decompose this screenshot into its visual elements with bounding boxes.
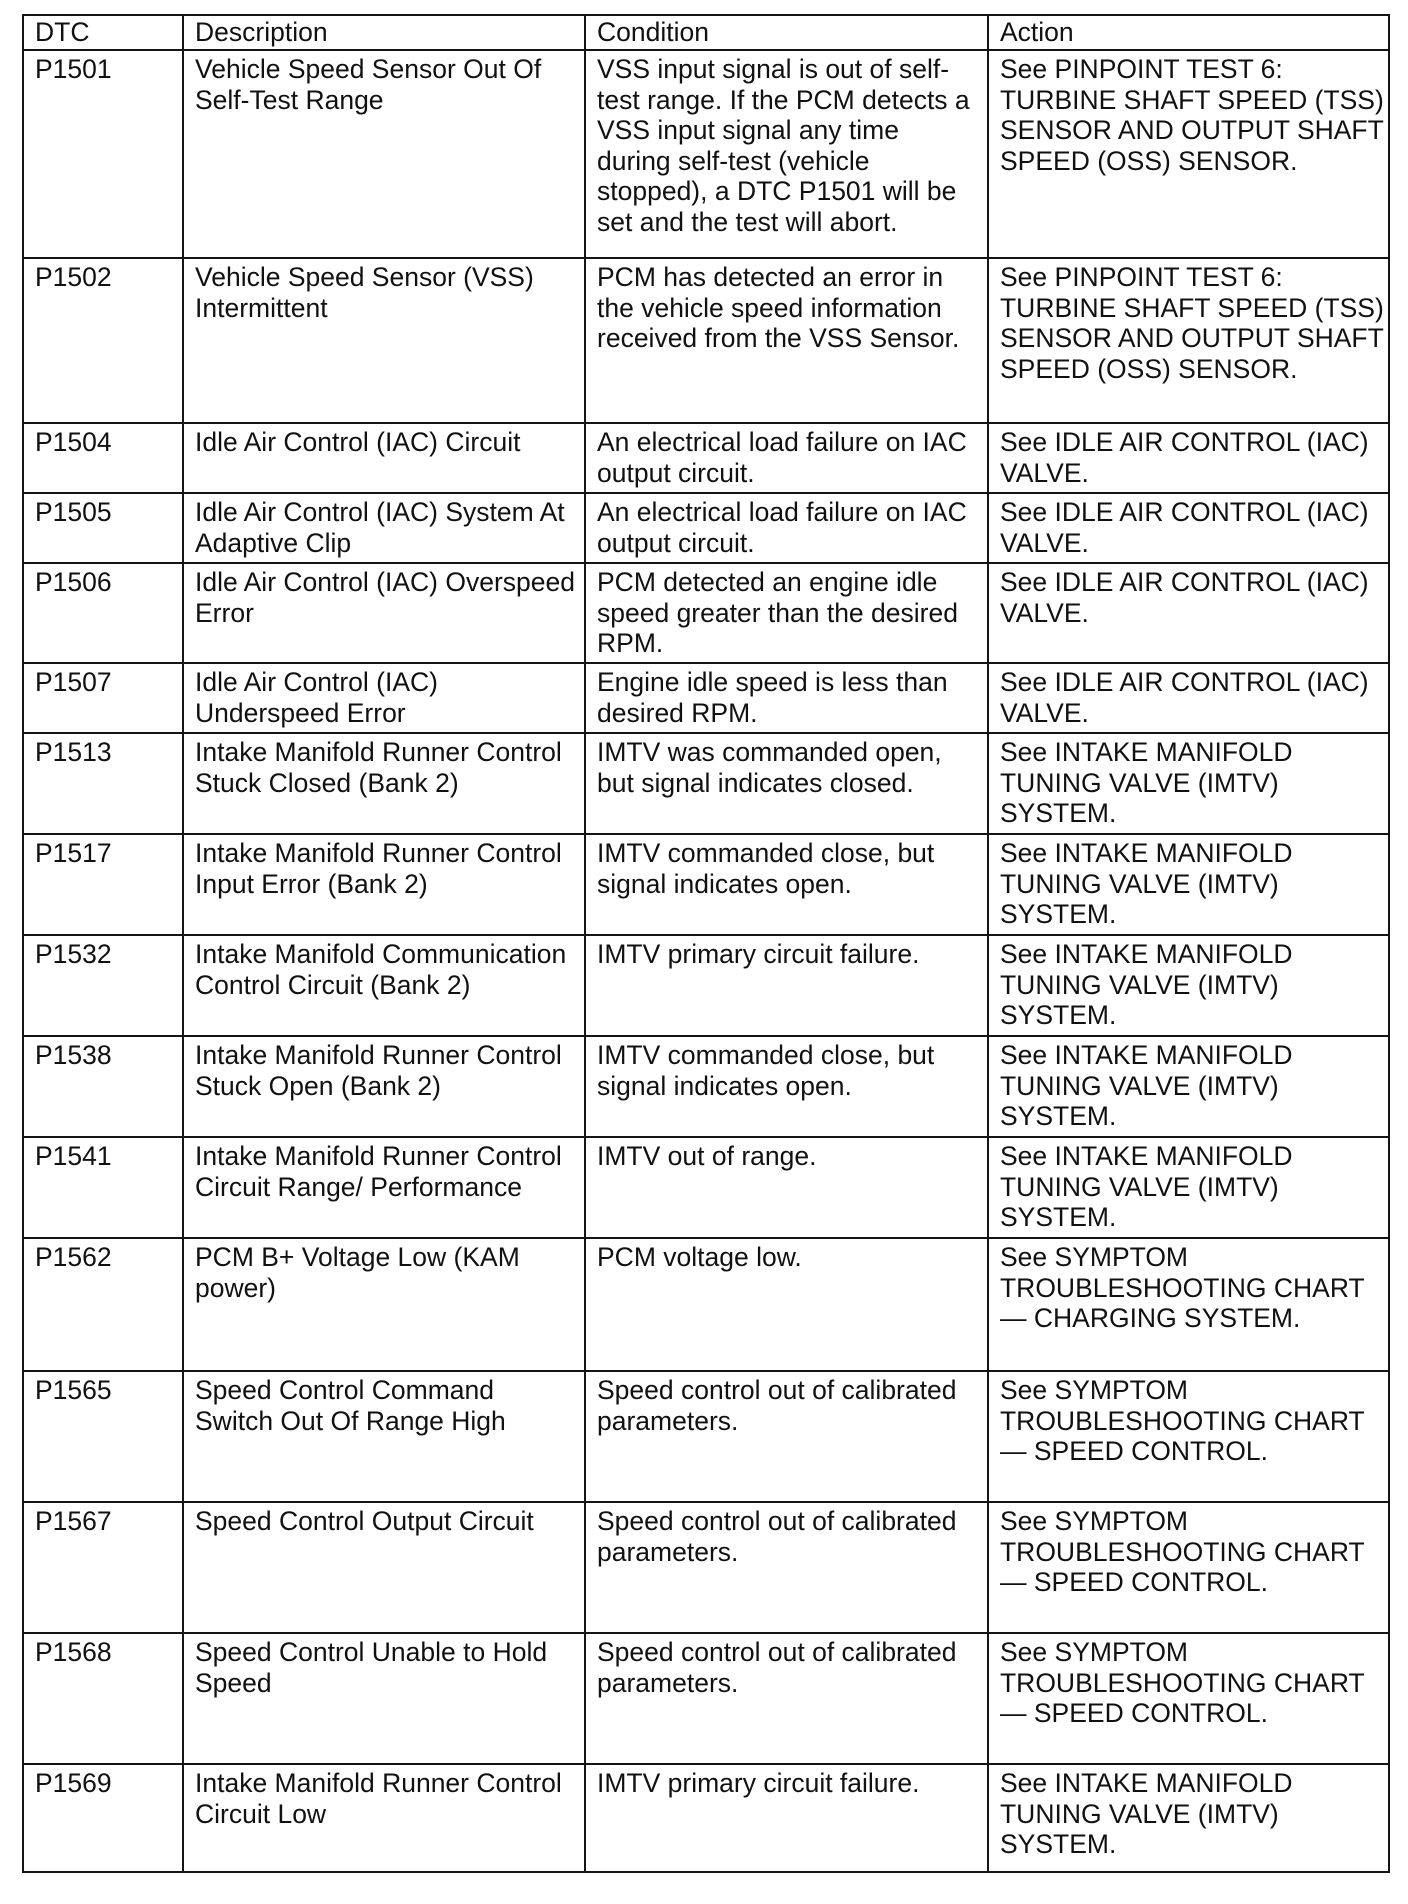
- table-row: [23, 563, 1389, 663]
- condition-cell: Speed control out of calibrated parameters.: [585, 1502, 988, 1633]
- description-cell: Intake Manifold Runner Control Circuit Range/ Performance: [183, 1137, 585, 1238]
- description-cell: Speed Control Command Switch Out Of Range High: [183, 1371, 585, 1502]
- description-cell: Idle Air Control (IAC) Underspeed Error: [183, 663, 585, 733]
- table-row: [23, 1238, 1389, 1371]
- table-row: [23, 1764, 1389, 1872]
- action-cell: See SYMPTOM TROUBLESHOOTING CHART — CHARGING SYSTEM.: [988, 1238, 1389, 1371]
- description-cell: Intake Manifold Communication Control Circuit (Bank 2): [183, 935, 585, 1036]
- description-cell: Vehicle Speed Sensor Out Of Self-Test Range: [183, 50, 585, 258]
- dtc-code-cell: P1538: [23, 1036, 183, 1137]
- condition-cell: An electrical load failure on IAC output circuit.: [585, 423, 988, 493]
- dtc-code-cell: P1502: [23, 258, 183, 423]
- condition-cell: IMTV was commanded open, but signal indicates closed.: [585, 733, 988, 834]
- dtc-table-page: [22, 14, 1388, 1873]
- description-cell: Idle Air Control (IAC) System At Adaptive Clip: [183, 493, 585, 563]
- condition-cell: IMTV primary circuit failure.: [585, 1764, 988, 1872]
- condition-cell: PCM detected an engine idle speed greater than the desired RPM.: [585, 563, 988, 663]
- action-cell: See INTAKE MANIFOLD TUNING VALVE (IMTV) SYSTEM.: [988, 1764, 1389, 1872]
- condition-cell: IMTV commanded close, but signal indicates open.: [585, 1036, 988, 1137]
- description-cell: Intake Manifold Runner Control Stuck Closed (Bank 2): [183, 733, 585, 834]
- action-cell: See IDLE AIR CONTROL (IAC) VALVE.: [988, 423, 1389, 493]
- action-cell: See PINPOINT TEST 6: TURBINE SHAFT SPEED (TSS) SENSOR AND OUTPUT SHAFT SPEED (OSS) SENSOR.: [988, 258, 1389, 423]
- action-cell: See SYMPTOM TROUBLESHOOTING CHART — SPEED CONTROL.: [988, 1502, 1389, 1633]
- action-cell: See INTAKE MANIFOLD TUNING VALVE (IMTV) SYSTEM.: [988, 1036, 1389, 1137]
- column-header-dtc: DTC: [23, 15, 183, 50]
- description-cell: Speed Control Output Circuit: [183, 1502, 585, 1633]
- dtc-code-cell: P1506: [23, 563, 183, 663]
- condition-cell: Engine idle speed is less than desired RPM.: [585, 663, 988, 733]
- dtc-code-cell: P1513: [23, 733, 183, 834]
- description-cell: Intake Manifold Runner Control Circuit Low: [183, 1764, 585, 1872]
- table-row: [23, 1633, 1389, 1764]
- table-row: [23, 733, 1389, 834]
- condition-cell: Speed control out of calibrated parameters.: [585, 1371, 988, 1502]
- dtc-code-cell: P1507: [23, 663, 183, 733]
- action-cell: See INTAKE MANIFOLD TUNING VALVE (IMTV) SYSTEM.: [988, 935, 1389, 1036]
- action-cell: See IDLE AIR CONTROL (IAC) VALVE.: [988, 493, 1389, 563]
- column-header-description: Description: [183, 15, 585, 50]
- dtc-code-cell: P1567: [23, 1502, 183, 1633]
- table-row: [23, 50, 1389, 258]
- description-cell: PCM B+ Voltage Low (KAM power): [183, 1238, 585, 1371]
- condition-cell: IMTV primary circuit failure.: [585, 935, 988, 1036]
- dtc-code-cell: P1568: [23, 1633, 183, 1764]
- condition-cell: IMTV out of range.: [585, 1137, 988, 1238]
- action-cell: See IDLE AIR CONTROL (IAC) VALVE.: [988, 563, 1389, 663]
- dtc-code-cell: P1501: [23, 50, 183, 258]
- table-row: [23, 1371, 1389, 1502]
- dtc-code-cell: P1562: [23, 1238, 183, 1371]
- table-row: [23, 258, 1389, 423]
- action-cell: See PINPOINT TEST 6: TURBINE SHAFT SPEED (TSS) SENSOR AND OUTPUT SHAFT SPEED (OSS) SENSOR.: [988, 50, 1389, 258]
- table-header: [23, 15, 1389, 50]
- dtc-code-cell: P1532: [23, 935, 183, 1036]
- condition-cell: IMTV commanded close, but signal indicates open.: [585, 834, 988, 935]
- dtc-code-cell: P1565: [23, 1371, 183, 1502]
- description-cell: Idle Air Control (IAC) Circuit: [183, 423, 585, 493]
- dtc-code-cell: P1569: [23, 1764, 183, 1872]
- table-row: [23, 663, 1389, 733]
- dtc-code-cell: P1504: [23, 423, 183, 493]
- description-cell: Vehicle Speed Sensor (VSS) Intermittent: [183, 258, 585, 423]
- action-cell: See IDLE AIR CONTROL (IAC) VALVE.: [988, 663, 1389, 733]
- description-cell: Idle Air Control (IAC) Overspeed Error: [183, 563, 585, 663]
- table-row: [23, 1137, 1389, 1238]
- condition-cell: PCM has detected an error in the vehicle speed information received from the VSS Sensor.: [585, 258, 988, 423]
- description-cell: Intake Manifold Runner Control Input Error (Bank 2): [183, 834, 585, 935]
- dtc-table: [22, 14, 1390, 1873]
- condition-cell: PCM voltage low.: [585, 1238, 988, 1371]
- header-row: [23, 15, 1389, 50]
- condition-cell: Speed control out of calibrated parameters.: [585, 1633, 988, 1764]
- dtc-code-cell: P1517: [23, 834, 183, 935]
- table-row: [23, 423, 1389, 493]
- condition-cell: An electrical load failure on IAC output circuit.: [585, 493, 988, 563]
- table-row: [23, 1502, 1389, 1633]
- description-cell: Intake Manifold Runner Control Stuck Open (Bank 2): [183, 1036, 585, 1137]
- action-cell: See SYMPTOM TROUBLESHOOTING CHART — SPEED CONTROL.: [988, 1633, 1389, 1764]
- action-cell: See SYMPTOM TROUBLESHOOTING CHART — SPEED CONTROL.: [988, 1371, 1389, 1502]
- action-cell: See INTAKE MANIFOLD TUNING VALVE (IMTV) SYSTEM.: [988, 834, 1389, 935]
- condition-cell: VSS input signal is out of self-test range. If the PCM detects a VSS input signal any time during self-test (vehicle stopped), a DTC P1501 will be set and the test will abort.: [585, 50, 988, 258]
- action-cell: See INTAKE MANIFOLD TUNING VALVE (IMTV) SYSTEM.: [988, 1137, 1389, 1238]
- description-cell: Speed Control Unable to Hold Speed: [183, 1633, 585, 1764]
- table-row: [23, 1036, 1389, 1137]
- column-header-condition: Condition: [585, 15, 988, 50]
- column-header-action: Action: [988, 15, 1389, 50]
- action-cell: See INTAKE MANIFOLD TUNING VALVE (IMTV) SYSTEM.: [988, 733, 1389, 834]
- table-row: [23, 834, 1389, 935]
- table-row: [23, 935, 1389, 1036]
- dtc-code-cell: P1541: [23, 1137, 183, 1238]
- table-row: [23, 493, 1389, 563]
- table-body: [23, 50, 1389, 1872]
- dtc-code-cell: P1505: [23, 493, 183, 563]
